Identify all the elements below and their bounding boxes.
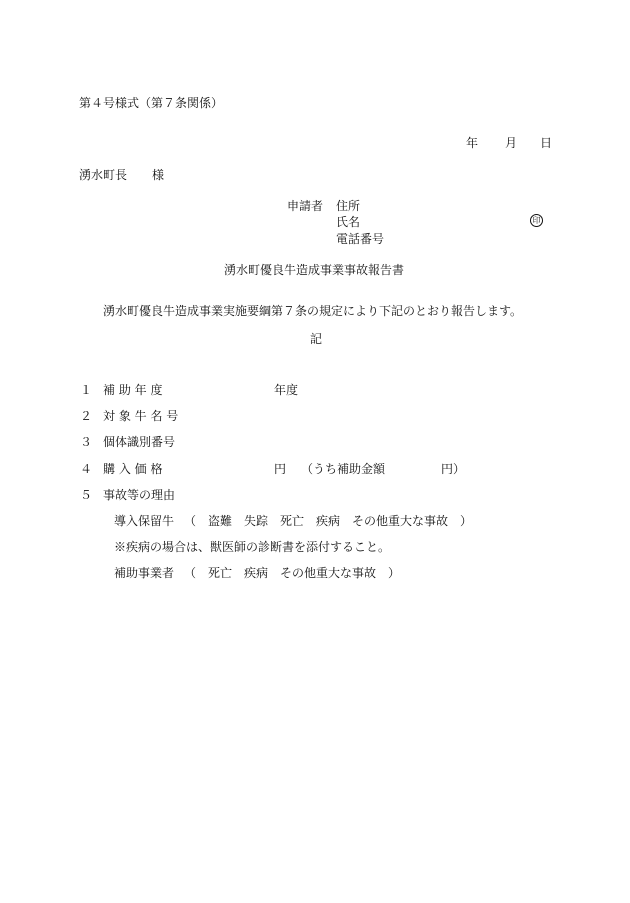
applicant-phone-label: 電話番号 bbox=[336, 232, 385, 246]
body-text: 湧水町優良牛造成事業実施要綱第７条の規定により下記のとおり報告します。 bbox=[103, 304, 523, 318]
item-number: ４ bbox=[80, 462, 93, 476]
subsidy-amount-close: 円） bbox=[441, 462, 466, 476]
item-label-cattle-name: 対 象 牛 名 号 bbox=[103, 409, 179, 423]
item-label-individual-id: 個体識別番号 bbox=[103, 435, 176, 449]
item-number: １ bbox=[80, 383, 93, 397]
imported-cattle-options: （ 盗難 失踪 死亡 疾病 その他重大な事故 ） bbox=[184, 514, 473, 528]
item-label-subsidy-year: 補 助 年 度 bbox=[103, 383, 163, 397]
applicant-address-label: 住所 bbox=[336, 199, 361, 213]
item-value-yen: 円 bbox=[274, 462, 287, 476]
subsidy-amount-open: （うち補助金額 bbox=[301, 462, 386, 476]
operator-options: （ 死亡 疾病 その他重大な事故 ） bbox=[184, 566, 401, 580]
applicant-name-label: 氏名 bbox=[336, 215, 361, 229]
form-number: 第４号様式（第７条関係） bbox=[79, 96, 224, 110]
date-month-label: 月 bbox=[505, 136, 518, 150]
item-number: ２ bbox=[80, 409, 93, 423]
operator-label: 補助事業者 bbox=[114, 566, 175, 580]
seal-mark: 印 bbox=[530, 214, 543, 227]
addressee-name: 湧水町長 bbox=[79, 168, 128, 182]
item-label-accident-reason: 事故等の理由 bbox=[103, 488, 176, 502]
imported-cattle-label: 導入保留牛 bbox=[114, 514, 175, 528]
addressee-honorific: 様 bbox=[152, 168, 165, 182]
document-title: 湧水町優良牛造成事業事故報告書 bbox=[224, 263, 405, 277]
ki-label: 記 bbox=[310, 332, 323, 346]
item-label-purchase-price: 購 入 価 格 bbox=[103, 462, 163, 476]
date-year-label: 年 bbox=[466, 136, 479, 150]
item-number: ３ bbox=[80, 435, 93, 449]
disease-note: ※疾病の場合は、獣医師の診断書を添付すること。 bbox=[114, 540, 391, 554]
applicant-label: 申請者 bbox=[287, 199, 324, 213]
item-number: ５ bbox=[80, 488, 93, 502]
item-value-year: 年度 bbox=[274, 383, 299, 397]
date-day-label: 日 bbox=[540, 136, 553, 150]
